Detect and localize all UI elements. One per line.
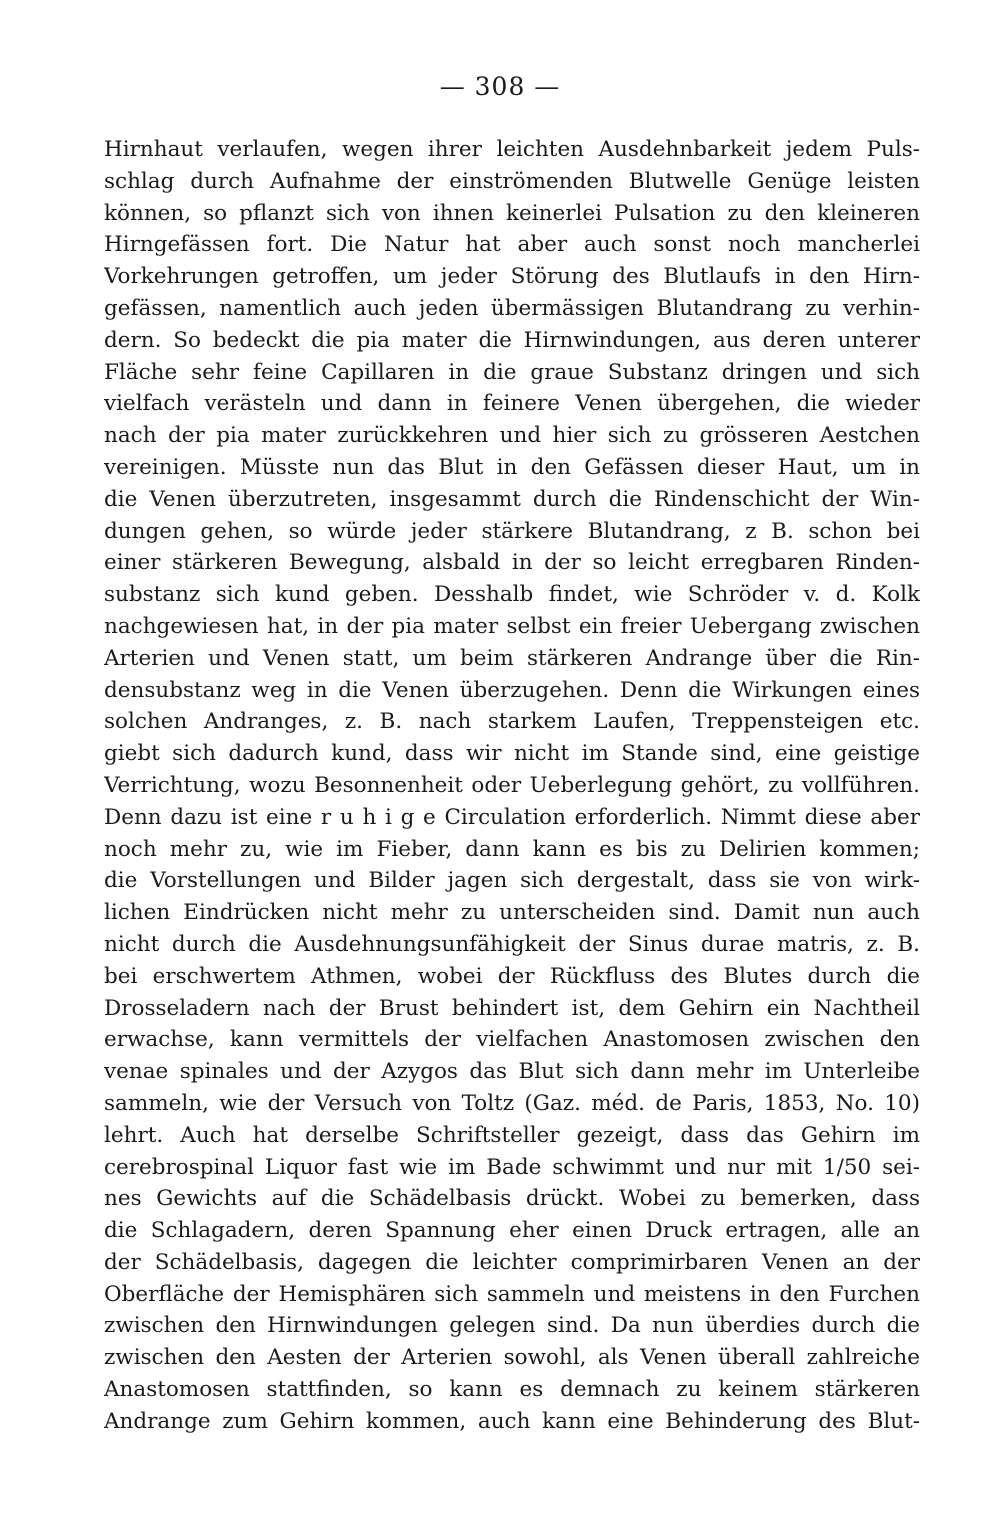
text-line: Andrange zum Gehirn kommen, auch kann eine Behinderung des Blut- (104, 1408, 920, 1434)
text-line: gefässen, namentlich auch jeden übermässigen Blutandrang zu verhin- (104, 295, 920, 321)
text-line: Oberfläche der Hemisphären sich sammeln und meistens in den Furchen (104, 1281, 920, 1307)
text-line: zwischen den Aesten der Arterien sowohl, als Venen überall zahlreiche (104, 1345, 920, 1371)
text-line: erwachse, kann vermittels der vielfachen Anastomosen zwischen den (104, 1027, 920, 1053)
text-line: nicht durch die Ausdehnungsunfähigkeit der Sinus durae matris, z. B. (104, 931, 920, 957)
text-line: dern. So bedeckt die pia mater die Hirnwindungen, aus deren unterer (104, 327, 920, 353)
text-line: bei erschwertem Athmen, wobei der Rückfluss des Blutes durch die (104, 963, 920, 989)
text-line: dungen gehen, so würde jeder stärkere Blutandrang, z B. schon bei (104, 518, 920, 544)
text-line: schlag durch Aufnahme der einströmenden Blutwelle Genüge leisten (104, 168, 920, 194)
text-line: lichen Eindrücken nicht mehr zu unterscheiden sind. Damit nun auch (104, 900, 920, 926)
page-number: — 308 — (439, 72, 561, 101)
text-line: der Schädelbasis, dagegen die leichter comprimirbaren Venen an der (104, 1249, 920, 1275)
text-line: substanz sich kund geben. Desshalb findet, wie Schröder v. d. Kolk (104, 582, 920, 608)
text-line: vielfach verästeln und dann in feinere Venen übergehen, die wieder (104, 391, 920, 417)
text-line: die Venen überzutreten, insgesammt durch die Rindenschicht der Win- (104, 486, 920, 512)
text-line: giebt sich dadurch kund, dass wir nicht im Stande sind, eine geistige (104, 741, 920, 767)
text-line: Anastomosen stattfinden, so kann es demnach zu keinem stärkeren (104, 1377, 920, 1403)
text-line: die Vorstellungen und Bilder jagen sich dergestalt, dass sie von wirk- (104, 868, 920, 894)
text-line: solchen Andranges, z. B. nach starkem Laufen, Treppensteigen etc. (104, 709, 920, 735)
text-line: Denn dazu ist eine r u h i g e Circulation erforderlich. Nimmt diese aber (104, 804, 920, 830)
text-line: nachgewiesen hat, in der pia mater selbst ein freier Uebergang zwischen (104, 613, 920, 639)
text-line: Verrichtung, wozu Besonnenheit oder Ueberlegung gehört, zu vollführen. (104, 772, 920, 798)
text-line: Arterien und Venen statt, um beim stärkeren Andrange über die Rin- (104, 645, 920, 671)
text-line: Drosseladern nach der Brust behindert ist, dem Gehirn ein Nachtheil (104, 995, 920, 1021)
text-line: Fläche sehr feine Capillaren in die graue Substanz dringen und sich (104, 359, 920, 385)
text-line: Hirngefässen fort. Die Natur hat aber auch sonst noch mancherlei (104, 232, 920, 258)
text-line: noch mehr zu, wie im Fieber, dann kann es bis zu Delirien kommen; (104, 836, 920, 862)
body-text (104, 134, 920, 1438)
text-line: lehrt. Auch hat derselbe Schriftsteller gezeigt, dass das Gehirn im (104, 1122, 920, 1148)
text-line: können, so pflanzt sich von ihnen keinerlei Pulsation zu den kleineren (104, 200, 920, 226)
text-line: einer stärkeren Bewegung, alsbald in der so leicht erregbaren Rinden- (104, 550, 920, 576)
text-line: Vorkehrungen getroffen, um jeder Störung des Blutlaufs in den Hirn- (104, 264, 920, 290)
text-line: sammeln, wie der Versuch von Toltz (Gaz. méd. de Paris, 1853, No. 10) (104, 1090, 920, 1116)
text-line: nach der pia mater zurückkehren und hier sich zu grösseren Aestchen (104, 423, 920, 449)
text-line: densubstanz weg in die Venen überzugehen. Denn die Wirkungen eines (104, 677, 920, 703)
text-line: Hirnhaut verlaufen, wegen ihrer leichten Ausdehnbarkeit jedem Puls- (104, 137, 920, 162)
text-line: nes Gewichts auf die Schädelbasis drückt. Wobei zu bemerken, dass (104, 1186, 920, 1212)
text-line: vereinigen. Müsste nun das Blut in den Gefässen dieser Haut, um in (104, 454, 920, 480)
text-line: cerebrospinal Liquor fast wie im Bade schwimmt und nur mit 1/50 sei- (104, 1154, 920, 1180)
text-line: die Schlagadern, deren Spannung eher einen Druck ertragen, alle an (104, 1218, 920, 1244)
text-line: venae spinales und der Azygos das Blut sich dann mehr im Unterleibe (104, 1059, 920, 1085)
text-line: zwischen den Hirnwindungen gelegen sind. Da nun überdies durch die (104, 1313, 920, 1339)
